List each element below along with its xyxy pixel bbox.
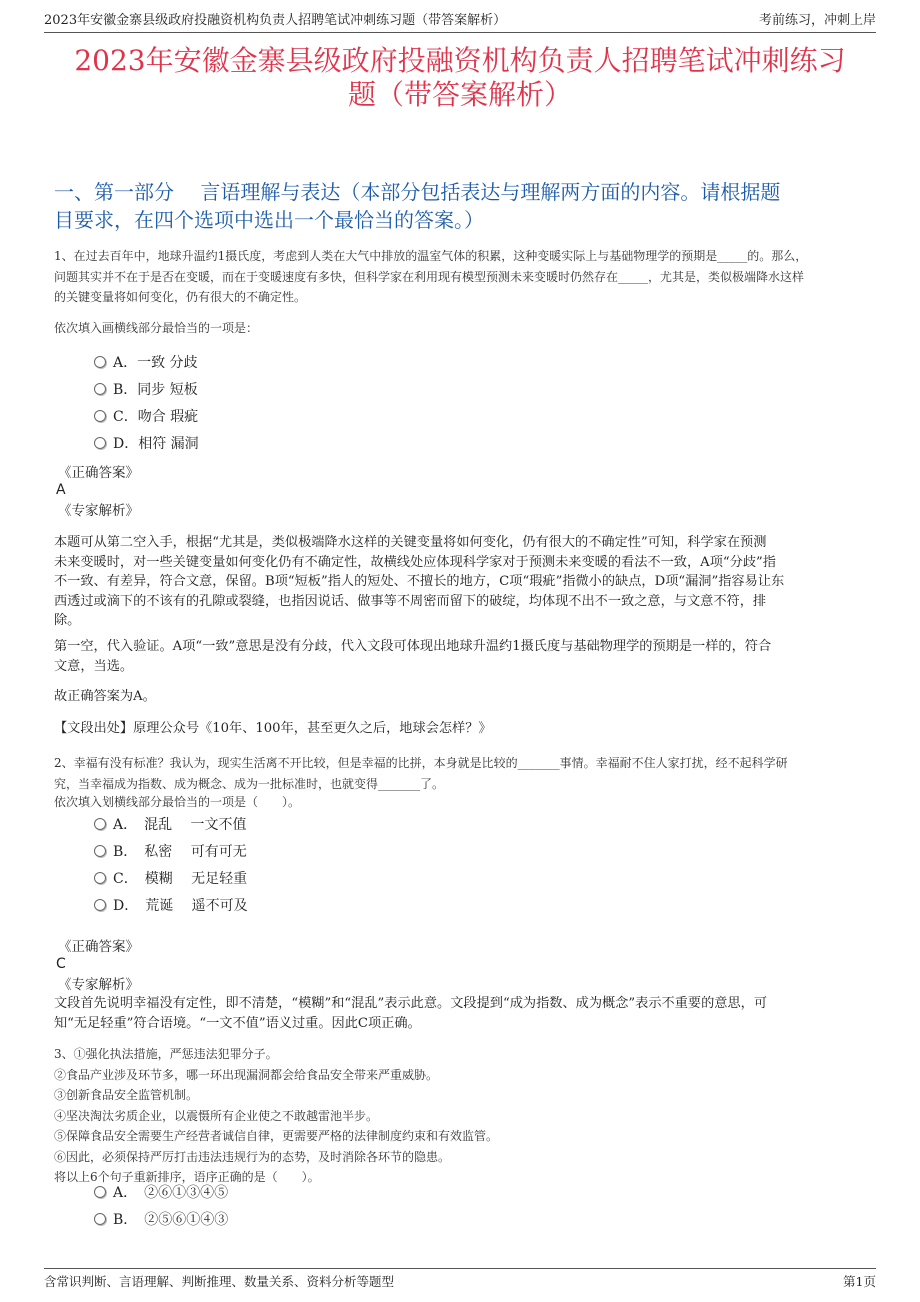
q1-answer: A	[56, 482, 66, 498]
header-slogan: 考前练习，冲刺上岸	[758, 13, 876, 28]
section-heading-line-2: 目要求，在四个选项中选出一个最恰当的答案。）	[54, 208, 484, 232]
radio-icon[interactable]	[94, 899, 106, 911]
q1-source: 【文段出处】原理公众号《10年、100年，甚至更久之后，地球会怎样？》	[54, 721, 492, 736]
q1-prompt: 依次填入画横线部分最恰当的一项是：	[54, 321, 259, 335]
header-doc-title: 2023年安徽金寨县级政府投融资机构负责人招聘笔试冲刺练习题（带答案解析）	[44, 13, 507, 28]
q1-analysis-label: 《专家解析》	[58, 503, 139, 519]
page-number: 第1页	[843, 1274, 876, 1289]
q1-stem-line: 1、在过去百年中，地球升温约1摄氏度，考虑到人类在大气中排放的温室气体的积累，这种变暖实际上与基础物理学的预期是_____的。那么，	[54, 249, 808, 263]
q2-option-d[interactable]: D． 荒诞 遥不可及	[94, 896, 248, 916]
page-header	[44, 10, 876, 33]
q3-option-b[interactable]: B． ②⑤⑥①④③	[94, 1210, 228, 1230]
q1-stem	[54, 246, 872, 308]
radio-icon[interactable]	[94, 1213, 106, 1225]
section-heading	[54, 178, 870, 234]
q2-option-c[interactable]: C． 模糊 无足轻重	[94, 869, 247, 889]
q2-answer-label: 《正确答案》	[58, 939, 139, 955]
footer-topics: 含常识判断、言语理解、判断推理、数量关系、资料分析等题型	[44, 1274, 395, 1289]
q3-stem: 3、①强化执法措施，严惩违法犯罪分子。 ②食品产业涉及环节多，哪一环出现漏洞都会给食品安全带来严重威胁。 ③创新食品安全监管机制。 ④坚决淘汰劣质企业，以震慑所有企业使之不敢越雷池半步。 ⑤保障食品安全需要生产经营者诚信自律，更需要严格的法律制度约束和有效监管。 ⑥因此，必须保持严厉打击违法违规行为的态势，及时消除各环节的隐患。 将以上6个句子重新排序，语序正确的是（ ）。	[54, 1047, 499, 1184]
q3-option-a[interactable]: A． ②⑥①③④⑤	[94, 1183, 228, 1203]
radio-icon[interactable]	[94, 356, 106, 368]
q1-conclusion: 故正确答案为A。	[54, 689, 156, 704]
radio-icon[interactable]	[94, 1186, 106, 1198]
section-heading-line-1: 一、第一部分 言语理解与表达（本部分包括表达与理解两方面的内容。请根据题	[54, 180, 781, 204]
q2-option-a[interactable]: A． 混乱 一文不值	[94, 815, 247, 835]
title-line-1: 2023年安徽金寨县级政府投融资机构负责人招聘笔试冲刺练习	[74, 44, 846, 77]
q2-stem: 2、幸福有没有标准？我认为，现实生活离不开比较，但是幸福的比拼，本身就是比较的_______事情。幸福耐不住人家打扰，经不起科学研 究，当幸福成为指数、成为概念、成为一批标准时，也就变得_______了。	[54, 756, 788, 791]
radio-icon[interactable]	[94, 383, 106, 395]
q1-stem-line: 问题其实并不在于是否在变暖，而在于变暖速度有多快，但科学家在利用现有模型预测未来变暖时仍然存在_____，尤其是，类似极端降水这样	[54, 269, 805, 284]
page-footer	[44, 1268, 876, 1291]
radio-icon[interactable]	[94, 437, 106, 449]
q1-option-d[interactable]: D．相符 漏洞	[94, 434, 199, 454]
radio-icon[interactable]	[94, 410, 106, 422]
q1-analysis: 本题可从第二空入手，根据“尤其是，类似极端降水这样的关键变量将如何变化，仍有很大的不确定性”可知，科学家在预测 未来变暖时，对一些关键变量如何变化仍有不确定性，故横线处应体现科学家对于预测未来变暖的看法不一致，A项“分歧”指 不一致、有差异，符合文意，保留。B项“短板”指人的短处、不擅长的地方，C项“瑕疵”指微小的缺点，D项“漏洞”指容易让东 西透过或滴下的不该有的孔隙或裂缝，也指因说话、做事等不周密而留下的破绽，均体现不出不一致之意，与文意不符，排 除。	[54, 535, 785, 628]
q1-option-a[interactable]: A．一致 分歧	[94, 353, 198, 373]
q2-prompt: 依次填入划横线部分最恰当的一项是（ ）。	[54, 795, 301, 809]
radio-icon[interactable]	[94, 818, 106, 830]
q2-option-b[interactable]: B． 私密 可有可无	[94, 842, 247, 862]
radio-icon[interactable]	[94, 845, 106, 857]
q1-option-b[interactable]: B．同步 短板	[94, 380, 198, 400]
q1-answer-label: 《正确答案》	[58, 465, 139, 481]
q1-analysis-2: 第一空，代入验证。A项“一致”意思是没有分歧，代入文段可体现出地球升温约1摄氏度与基础物理学的预期是一样的，符合 文意，当选。	[54, 639, 772, 674]
q1-stem-line: 的关键变量将如何变化，仍有很大的不确定性。	[54, 290, 307, 304]
q1-option-c[interactable]: C．吻合 瑕疵	[94, 407, 198, 427]
title-line-2: 题（带答案解析）	[347, 78, 572, 111]
radio-icon[interactable]	[94, 872, 106, 884]
q2-analysis: 文段首先说明幸福没有定性，即不清楚，“模糊”和“混乱”表示此意。文段提到“成为指数、成为概念”表示不重要的意思，可 知“无足轻重”符合语境。“一文不值”语义过重。因此C项正确。	[54, 996, 768, 1031]
q2-answer: C	[56, 956, 66, 972]
document-title	[44, 44, 876, 112]
q2-analysis-label: 《专家解析》	[58, 977, 139, 993]
